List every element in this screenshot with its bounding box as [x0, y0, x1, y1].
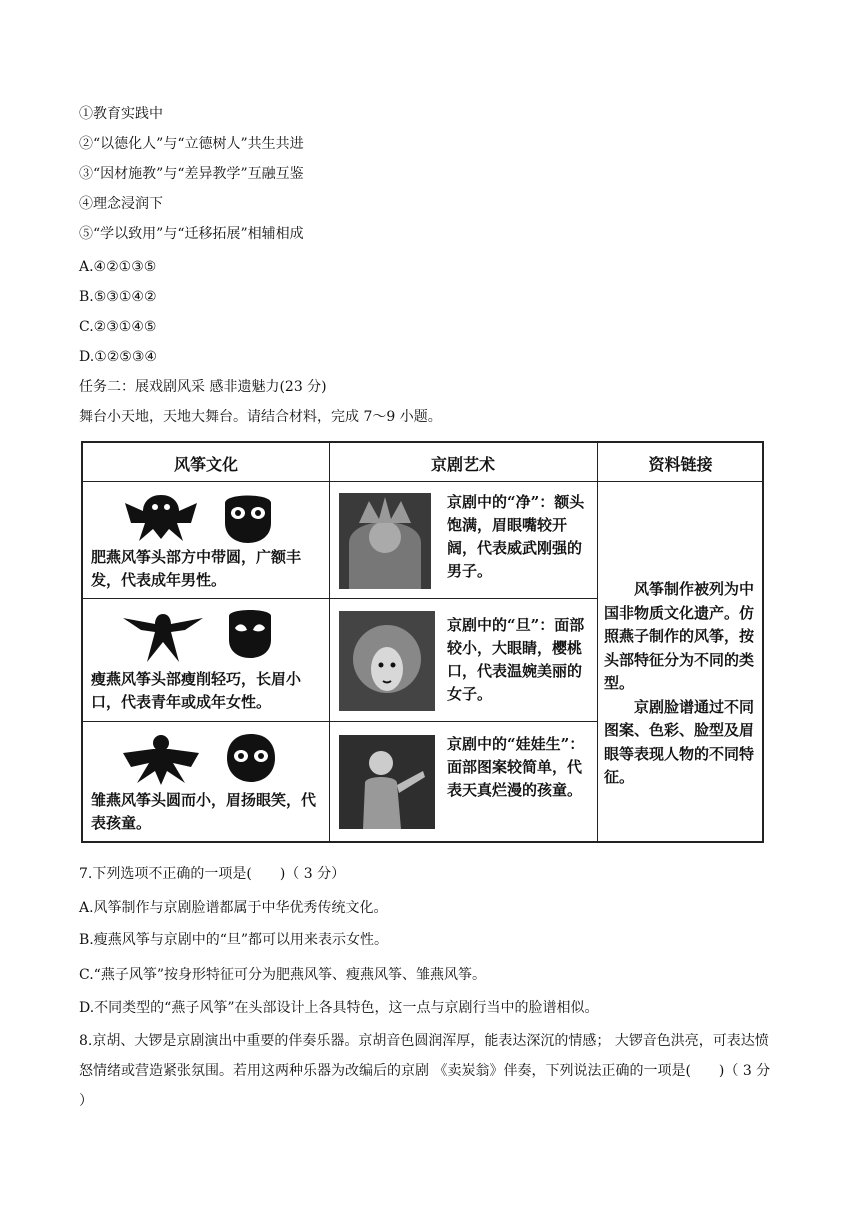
young-swallow-kite-icon — [119, 731, 203, 789]
jing-role-photo — [339, 493, 431, 589]
thin-swallow-head-icon — [223, 606, 277, 662]
sentence-2: ②“以德化人”与“立德树人”共生共进 — [79, 136, 304, 152]
sentence-5: ⑤“学以致用”与“迁移拓展”相辅相成 — [79, 226, 304, 242]
header-kite: 风筝文化 — [173, 454, 238, 474]
resource-link-text: 风筝制作被列为中国非物质文化遗产。仿照燕子制作的风筝，按头部特征分为不同的类型。 京剧脸谱通过不同图案、色彩、脸型及眉眼等表现人物的不同特征。 — [604, 580, 755, 786]
jing-role-text: 京剧中的“净”：额头饱满，眉眼嘴较开阔，代表威武刚强的男子。 — [447, 493, 585, 580]
option-d: D.①②⑤③④ — [79, 349, 157, 365]
wawasheng-role-text: 京剧中的“娃娃生”：面部图案较简单，代表天真烂漫的孩童。 — [447, 735, 585, 799]
sentence-3: ③“因材施教”与“差异教学”互融互鉴 — [79, 166, 304, 182]
q7-option-c: C.“燕子风筝”按身形特征可分为肥燕风筝、瘦燕风筝、雏燕风筝。 — [79, 967, 486, 983]
q7-option-b: B.瘦燕风筝与京剧中的“旦”都可以用来表示女性。 — [79, 932, 389, 948]
sentence-1: ①教育实践中 — [79, 106, 163, 122]
fat-swallow-text: 肥燕风筝头部方中带圆，广额丰发，代表成年男性。 — [91, 548, 302, 589]
option-a: A.④②①③⑤ — [79, 259, 157, 275]
fat-swallow-kite-icon — [121, 489, 201, 545]
young-swallow-text: 雏燕风筝头圆而小，眉扬眼笑，代表孩童。 — [91, 791, 317, 832]
header-opera: 京剧艺术 — [430, 454, 495, 474]
dan-role-text: 京剧中的“旦”：面部较小，大眼睛，樱桃口，代表温婉美丽的女子。 — [447, 616, 585, 703]
q7-option-a: A.风筝制作与京剧脸谱都属于中华优秀传统文化。 — [79, 900, 388, 916]
task-intro: 舞台小天地，天地大舞台。请结合材料，完成 7～9 小题。 — [79, 409, 442, 425]
dan-role-photo — [339, 611, 435, 711]
thin-swallow-text: 瘦燕风筝头部瘦削轻巧，长眉小口，代表青年或成年女性。 — [91, 670, 302, 711]
young-swallow-head-icon — [223, 730, 279, 786]
option-c: C.②③①④⑤ — [79, 319, 157, 335]
thin-swallow-kite-icon — [121, 608, 205, 664]
q7-stem: 7.下列选项不正确的一项是( )（ 3 分） — [79, 866, 346, 882]
wawasheng-role-photo — [339, 735, 435, 829]
option-b: B.⑤③①④② — [79, 289, 157, 305]
q8-stem: 8.京胡、大锣是京剧演出中重要的伴奏乐器。京胡音色圆润浑厚，能表达深沉的情感； 大锣音色洪亮，可表达愤怒情绪或营造紧张氛围。若用这两种乐器为改编后的京剧 《卖炭翁》伴奏，下列说法正确的一项是( )（ 3 分 ） — [79, 1033, 771, 1109]
q7-option-d: D.不同类型的“燕子风筝”在头部设计上各具特色，这一点与京剧行当中的脸谱相似。 — [79, 1000, 599, 1016]
task-heading: 任务二：展戏剧风采 感非遗魅力(23 分) — [79, 379, 327, 395]
sentence-4: ④理念浸润下 — [79, 196, 163, 212]
header-link: 资料链接 — [648, 454, 713, 474]
fat-swallow-head-icon — [219, 489, 277, 547]
